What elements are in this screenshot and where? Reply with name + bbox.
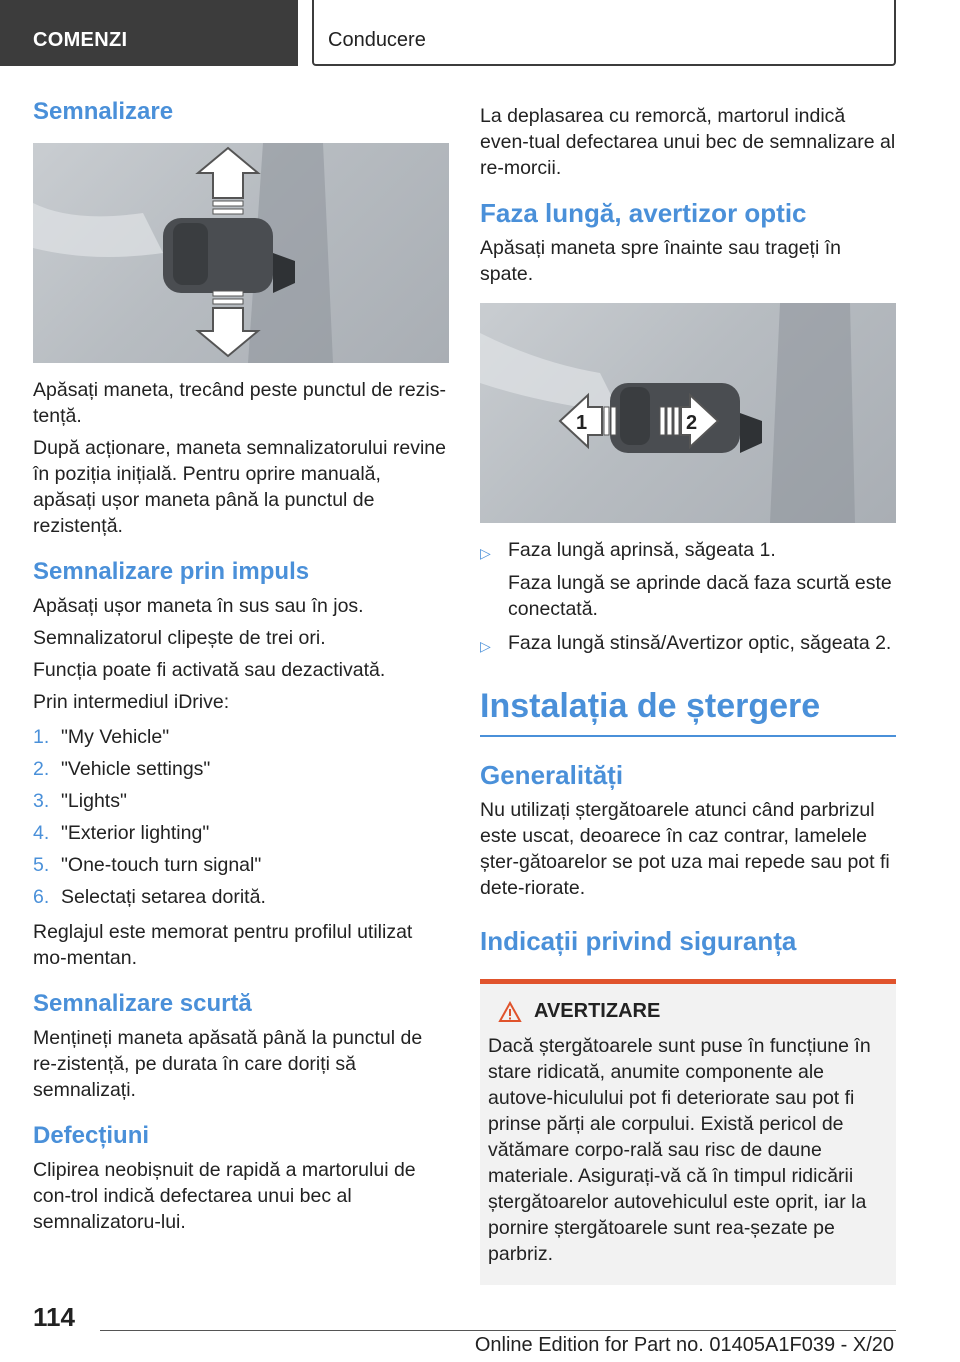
paragraph: După acționare, maneta semnalizatorului revine în poziția inițială. Pentru oprire manuală, apăsați ușor maneta până la punctul de rezistență.: [33, 437, 446, 537]
heading-generalitati: Generalități: [480, 760, 624, 790]
high-beam-list-2: [480, 630, 896, 659]
edition-note: Online Edition for Part no. 01405A1F039 - X/20: [474, 1334, 894, 1356]
warning-triangle-icon: [498, 1001, 522, 1023]
list-item: 6. Selectați setarea dorită.: [33, 886, 266, 908]
paragraph: Apăsați maneta, trecând peste punctul de rezis-tență.: [33, 379, 446, 427]
heading-faza-lunga: Faza lungă, avertizor optic: [480, 198, 807, 228]
left-column: [33, 97, 449, 1235]
warning-title: AVERTIZARE: [498, 1000, 888, 1023]
high-beam-list: [480, 537, 896, 566]
heading-instalatia: Instalația de ștergere: [480, 685, 896, 737]
heading-scurta: Semnalizare scurtă: [33, 990, 252, 1017]
high-beam-figure: [480, 303, 896, 523]
heading-siguranta: Indicații privind siguranța: [480, 926, 797, 956]
list-item: ▷ Faza lungă aprinsă, săgeata 1.: [480, 537, 896, 566]
paragraph: Mențineți maneta apăsată până la punctul de re-zistență, pe durata în care doriți să semnalizați.: [33, 1027, 423, 1101]
turn-signal-illustration: [33, 143, 449, 363]
arrow-label-1: 1: [576, 412, 588, 434]
triangle-bullet-icon: ▷: [480, 545, 491, 561]
arrow-label-2: 2: [686, 412, 698, 434]
paragraph: Nu utilizați ștergătoarele atunci când parbrizul este uscat, deoarece în caz contrar, lamelele șter-gătoarelor se pot uza mai repede sau pot fi dete-riorate.: [480, 799, 890, 899]
idrive-steps: [33, 721, 449, 913]
warning-text: Dacă ștergătoarele sunt puse în funcțiune în stare ridicată, anumite componente ale autove-hiculului pot fi deteriorate sau pot fi prinse părți ale corpului. Există pericol de vătămare corpo-rală sau risc de daune materiale. Asigurați-vă că în timpul ridicării ștergătoarelor autovehiculul este oprit, iar la pornire ștergătoarele sunt rea-șezate pe parbriz.: [488, 1035, 871, 1265]
paragraph: Prin intermediul iDrive:: [33, 691, 230, 713]
paragraph: Reglajul este memorat pentru profilul utilizat mo-mentan.: [33, 921, 413, 969]
list-item: 5. "One-touch turn signal": [33, 854, 262, 876]
section-tab: COMENZI: [0, 0, 298, 66]
heading-defectiuni: Defecțiuni: [33, 1122, 150, 1149]
paragraph: Funcția poate fi activată sau dezactivată.: [33, 659, 386, 681]
list-item: ▷ Faza lungă stinsă/Avertizor optic, săgeata 2.: [480, 630, 896, 659]
high-beam-illustration: [480, 303, 896, 523]
triangle-bullet-icon: ▷: [480, 638, 491, 654]
turn-signal-figure: [33, 143, 449, 363]
list-item: 3. "Lights": [33, 790, 127, 812]
list-item: 4. "Exterior lighting": [33, 822, 210, 844]
right-column: [480, 97, 896, 1285]
paragraph: Apăsați ușor maneta în sus sau în jos.: [33, 595, 364, 617]
paragraph: Semnalizatorul clipește de trei ori.: [33, 627, 326, 649]
list-item: 2. "Vehicle settings": [33, 758, 211, 780]
chapter-tab: Conducere: [312, 0, 896, 66]
paragraph: Apăsați maneta spre înainte sau trageți în spate.: [480, 237, 841, 285]
heading-semnalizare: Semnalizare: [33, 98, 174, 125]
paragraph: Clipirea neobișnuit de rapidă a martorului de con-trol indică defectarea unui bec al semnalizatoru-lui.: [33, 1159, 416, 1233]
page-number: 114: [33, 1302, 75, 1332]
heading-impuls: Semnalizare prin impuls: [33, 558, 310, 585]
warning-box: [480, 979, 896, 1285]
footer-divider: [100, 1330, 896, 1331]
list-item: 1. "My Vehicle": [33, 726, 170, 748]
paragraph: La deplasarea cu remorcă, martorul indică even-tual defectarea unui bec de semnalizare al re-morcii.: [480, 105, 896, 179]
bullet-subtext: Faza lungă se aprinde dacă faza scurtă este conectată.: [508, 572, 892, 620]
